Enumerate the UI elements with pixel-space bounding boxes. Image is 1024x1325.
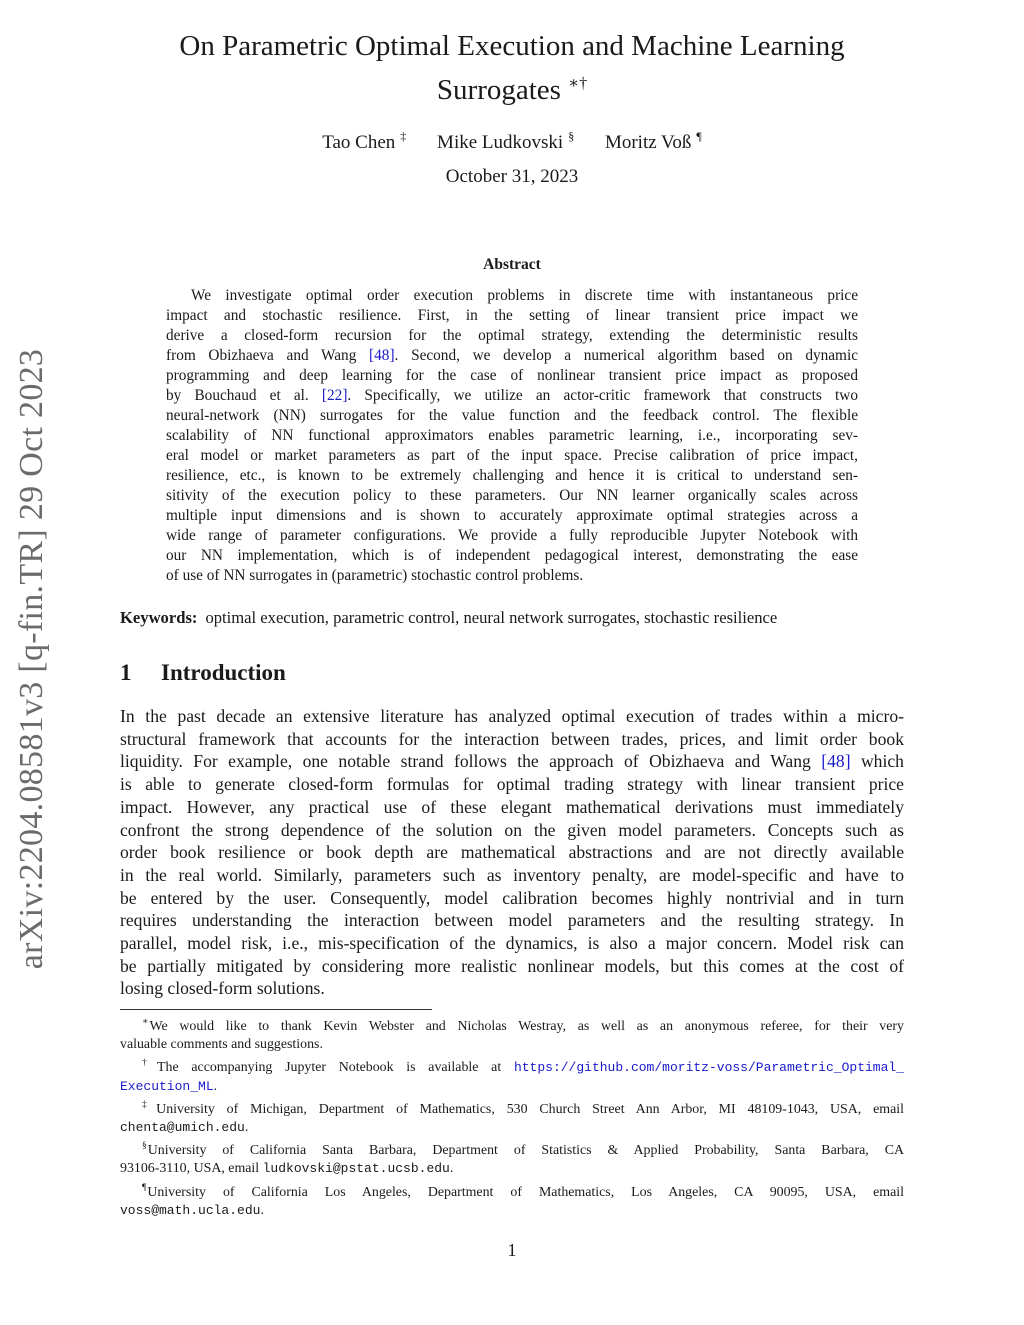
footnote-affiliation-chen: ‡University of Michigan, Department of Mathematics, 530 Church Street Ann Arbor, MI 48109-1043, USA, email xyxy=(142,1099,904,1117)
footnote-affiliation-voss-cont: voss@math.ucla.edu. xyxy=(120,1202,264,1218)
citation-link[interactable]: [48] xyxy=(821,751,851,772)
abstract-line: impact and stochastic resilience. First, in the setting of linear transient price impact we xyxy=(166,307,858,324)
author-footnote-mark[interactable]: ¶ xyxy=(696,129,702,143)
author: Moritz Voß ¶ xyxy=(604,129,702,153)
abstract-line: programming and deep learning for the case of nonlinear transient price impact as proposed xyxy=(166,367,858,384)
keywords xyxy=(120,606,910,630)
footnote-affiliation-ludkovski: §University of California Santa Barbara, Department of Statistics & Applied Probability, Santa Barbara, CA xyxy=(142,1141,904,1159)
email-ludkovski[interactable]: ludkovski@pstat.ucsb.edu xyxy=(262,1161,450,1177)
section-number: 1 xyxy=(120,660,132,685)
body-line: parallel, model risk, i.e., mis-specification of the dynamics, is also a major concern. Model risk can xyxy=(120,933,904,954)
notebook-url-link-cont[interactable]: Execution_ML xyxy=(120,1078,214,1094)
footnote-divider xyxy=(120,1009,432,1010)
section-title: Introduction xyxy=(161,660,286,685)
body-line: be partially mitigated by considering more realistic nonlinear models, but this comes at the cost of xyxy=(120,955,904,976)
body-line: structural framework that accounts for the interaction between trades, prices, and limit order book xyxy=(120,728,904,749)
footnote-affiliation-ludkovski-cont: 93106-3110, USA, email ludkovski@pstat.ucsb.edu. xyxy=(120,1161,454,1177)
footnote-affiliation-voss: ¶University of California Los Angeles, Department of Mathematics, Los Angeles, CA 90095, USA, email xyxy=(142,1182,904,1200)
body-line: confront the strong dependence of the solution on the given model parameters. Concepts such as xyxy=(120,819,904,840)
abstract-line: resilience, etc., is known to be extremely challenging and hence it is critical to understand sen- xyxy=(166,467,858,484)
abstract-line: sitivity of the execution policy to these parameters. Our NN learner organically scales across xyxy=(166,487,858,504)
abstract-line: multiple input dimensions and is shown to accurately approximate optimal strategies across a xyxy=(166,507,858,524)
footnote-acknowledgment-cont: valuable comments and suggestions. xyxy=(120,1037,323,1053)
email-chen[interactable]: chenta@umich.edu xyxy=(120,1120,245,1136)
abstract-line: our NN implementation, which is of independent pedagogical interest, demonstrating the ease xyxy=(166,547,858,564)
email-voss[interactable]: voss@math.ucla.edu xyxy=(120,1202,261,1218)
body-line: In the past decade an extensive literature has analyzed optimal execution of trades within a micro- xyxy=(120,706,904,726)
title-line-1: On Parametric Optimal Execution and Machine Learning xyxy=(179,30,845,62)
footnote-affiliation-chen-cont: chenta@umich.edu. xyxy=(120,1120,249,1136)
page-number: 1 xyxy=(507,1240,517,1260)
footnote-notebook-cont: Execution_ML. xyxy=(120,1078,218,1094)
citation-link[interactable]: [48] xyxy=(369,347,395,364)
abstract-line: by Bouchaud et al. [22]. Specifically, we utilize an actor-critic framework that constructs two xyxy=(166,387,858,404)
introduction-paragraph xyxy=(120,705,904,1000)
body-line: liquidity. For example, one notable strand follows the approach of Obizhaeva and Wang [48] which xyxy=(120,751,904,772)
notebook-url-link[interactable]: https://github.com/moritz-voss/Parametric_Optimal_ xyxy=(513,1060,905,1076)
body-line: losing closed-form solutions. xyxy=(120,978,325,999)
author: Mike Ludkovski § xyxy=(437,129,575,153)
body-line: order book resilience or book depth are mathematical abstractions and are not directly available xyxy=(120,842,904,863)
author-footnote-mark[interactable]: ‡ xyxy=(400,129,407,143)
abstract-line: from Obizhaeva and Wang [48]. Second, we develop a numerical algorithm based on dynamic xyxy=(166,347,858,364)
keywords-label: Keywords: xyxy=(120,608,198,627)
abstract-line: We investigate optimal order execution problems in discrete time with instantaneous price xyxy=(191,287,858,304)
abstract-body xyxy=(166,286,858,586)
abstract-line: of use of NN surrogates in (parametric) stochastic control problems. xyxy=(166,567,584,584)
body-line: is able to generate closed-form formulas for optimal trading strategy with linear transient price xyxy=(120,774,904,795)
footnote-notebook: †The accompanying Jupyter Notebook is available at https://github.com/moritz-voss/Parametric_Optimal_ xyxy=(142,1058,905,1076)
abstract-line: wide range of parameter configurations. We provide a fully reproducible Jupyter Notebook with xyxy=(166,527,858,544)
publication-date: October 31, 2023 xyxy=(445,166,579,187)
keywords-text: optimal execution, parametric control, neural network surrogates, stochastic resilience xyxy=(205,608,778,627)
abstract-line: derive a closed-form recursion for the optimal strategy, extending the deterministic results xyxy=(166,327,858,344)
abstract-heading: Abstract xyxy=(483,256,541,273)
author-footnote-mark[interactable]: § xyxy=(568,129,575,143)
abstract-line: scalability of NN functional approximators enables parametric learning, i.e., incorporating sev- xyxy=(166,427,858,444)
body-line: requires understanding the interaction between model parameters and the resulting strategy. In xyxy=(120,910,904,931)
author: Tao Chen ‡ xyxy=(322,129,407,153)
footnote-acknowledgment: ∗We would like to thank Kevin Webster and Nicholas Westray, as well as an anonymous referee, for their very xyxy=(142,1017,904,1034)
citation-link[interactable]: [22] xyxy=(321,387,348,404)
arxiv-identifier: arXiv:2204.08581v3 [q-fin.TR] 29 Oct 2023 xyxy=(13,348,50,970)
section-heading xyxy=(120,658,286,688)
body-line: in the real world. Similarly, parameters such as inventory penalty, are model-specific and have to xyxy=(120,864,904,885)
abstract-line: neural-network (NN) surrogates for the value function and the feedback control. The flexible xyxy=(166,407,858,424)
footnotes xyxy=(120,1013,904,1220)
body-line: be entered by the user. Consequently, model calibration becomes highly nontrivial and in turn xyxy=(120,887,904,908)
body-line: impact. However, any practical use of these elegant mathematical derivations must immediately xyxy=(120,796,904,817)
title-line-2: Surrogates ∗† xyxy=(436,74,588,106)
abstract-line: eral model or market parameters as part of the input space. Precise calibration of price impact, xyxy=(166,447,858,464)
paper-title xyxy=(120,28,904,109)
author-list xyxy=(120,122,904,157)
title-footnote-marks[interactable]: ∗† xyxy=(568,75,588,92)
